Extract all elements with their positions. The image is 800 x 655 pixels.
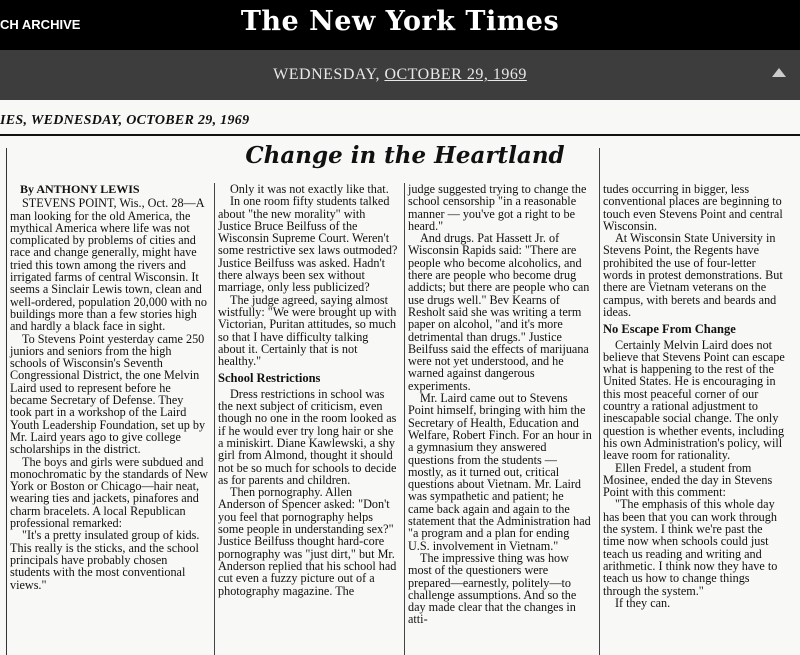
article-column-1 <box>10 183 208 591</box>
article-headline: Change in the Heartland <box>245 142 565 169</box>
column-rule-3 <box>599 148 600 655</box>
column-rule-1 <box>214 183 215 655</box>
paragraph: judge suggested trying to change the school censorship "in a reasonable manner — you've got a right to be heard." <box>408 182 587 233</box>
paragraph: "It's a pretty insulated group of kids. This really is the sticks, and the school principals have probably chosen students with the most conventional views." <box>10 528 200 592</box>
column-rule-left <box>0 148 7 655</box>
collapse-caret-icon[interactable] <box>772 68 786 77</box>
paragraph: tudes occurring in bigger, less conventional places are beginning to touch even Stevens Point and central Wisconsin. <box>603 182 783 233</box>
paragraph: Dress restrictions in school was the next subject of criticism, even though no one in the room looked as if he would ever try long hair or she a miniskirt. Diane Kawlewski, a shy girl from Almond, thought it should not be so much for schools to decide as for parents and children. <box>218 386 397 487</box>
issue-date <box>0 66 800 84</box>
folio-rule <box>0 134 800 136</box>
nyt-masthead-logo[interactable]: The New York Times <box>240 6 560 37</box>
paragraph: The judge agreed, saying almost wistfully: "We were brought up with Victorian, Puritan attitudes, so much so that I have difficulty talking about it. Certainly that is not healthy." <box>218 292 397 369</box>
article-column-2 <box>218 183 398 597</box>
paragraph: "The emphasis of this whole day has been that you can work through the system. I think we're past the time now when schools could just teach us reading and writing and arithmetic. I think now they have to teach us how to change things through the system." <box>603 497 778 598</box>
paragraph: Only it was not exactly like that. <box>230 182 389 196</box>
paragraph: If they can. <box>615 595 671 610</box>
article-column-4 <box>603 183 785 609</box>
archive-label[interactable]: CH ARCHIVE <box>0 17 81 32</box>
paragraph: Mr. Laird came out to Stevens Point himself, bringing with him the Secretary of Health, Education and Welfare, Robert Finch. For an hour in a gymnasium they answered questions from the students — mostly, as it turned out, critical questions about Vietnam. Mr. Laird was sympathetic and patient; he came back again and again to the statement that the Administration had "a program and a plan for ending U.S. involvement in Vietnam." <box>408 391 592 553</box>
column-rule-2 <box>404 183 405 655</box>
archive-top-bar <box>0 0 800 50</box>
section-subhead: School Restrictions <box>218 371 321 386</box>
article-column-3 <box>408 183 592 626</box>
date-bar <box>0 50 800 100</box>
paragraph: To Stevens Point yesterday came 250 juniors and seniors from the high schools of Wisconsin's Seventh Congressional District, the one Melvin Laird used to represent before he became Secretary of Defense. They took part in a workshop of the Laird Youth Leadership Foundation, set up by Mr. Laird years ago to give college scholarships in the district. <box>10 331 206 457</box>
paragraph: And drugs. Pat Hassett Jr. of Wisconsin Rapids said: "There are people who become alcoholics, and there are people who become drug addicts; but there are people who can use drugs well." Bev Kearns of Resholt said she was writing a term paper on alcohol, "and it's more detrimental than drugs." Justice Beilfuss said the effects of marijuana were not yet understood, and he warned against dangerous experiments. <box>408 231 590 393</box>
paragraph: STEVENS POINT, Wis., Oct. 28—A man looking for the old America, the mythical America where life was not complicated by problems of cities and race and change generally, might have tried this town among the rivers and irrigated farms of central Wisconsin. It seems a Sinclair Lewis town, clean and well-ordered, population 20,000 with no buildings more than a few stories high and hardly a black face in sight. <box>10 196 207 334</box>
paragraph: Then pornography. Allen Anderson of Spencer asked: "Don't you feel that pornography helps some people in understanding sex?" Justice Beilfuss thought hard-core pornography was "just dirt," but Mr. Anderson replied that his school had cut even a fuzzy picture out of a photography magazine. The <box>218 485 397 598</box>
issue-date-link[interactable]: OCTOBER 29, 1969 <box>384 66 527 83</box>
article-byline: By ANTHONY LEWIS <box>20 182 140 196</box>
section-subhead: No Escape From Change <box>603 322 736 337</box>
paragraph: In one room fifty students talked about "the new morality" with Justice Bruce Beilfuss of the Wisconsin Supreme Court. Weren't some restrictive sex laws outmoded? Justice Beilfuss was asked. Hadn't there always been sex without marriage, only less publicized? <box>218 194 398 295</box>
paragraph: Certainly Melvin Laird does not believe that Stevens Point can escape what is happening to the rest of the United States. He is encouraging in this most peaceful corner of our country a rational adjustment to inescapable social change. The only question is whether events, including his own Administration's policy, will leave room for rationality. <box>603 337 785 463</box>
page-folio: IES, WEDNESDAY, OCTOBER 29, 1969 <box>0 113 250 128</box>
paragraph: At Wisconsin State University in Stevens Point, the Regents have prohibited the use of four-letter words in protest demonstrations. But there are Vietnam veterans on the campus, with berets and beards and ideas. <box>603 231 783 319</box>
issue-date-weekday: WEDNESDAY, <box>273 66 380 83</box>
paragraph: Ellen Fredel, a student from Mosinee, ended the day in Stevens Point with this comment: <box>603 460 773 500</box>
paragraph: The boys and girls were subdued and monochromatic by the standards of New York or Boston or Chicago—hair neat, wearing ties and jackets, pinafores and charm bracelets. A local Republican professional remarked: <box>10 454 208 531</box>
paragraph: The impressive thing was how most of the questioners were prepared—earnestly, politely—to challenge assumptions. And so the day made clear that the changes in atti- <box>408 550 577 627</box>
